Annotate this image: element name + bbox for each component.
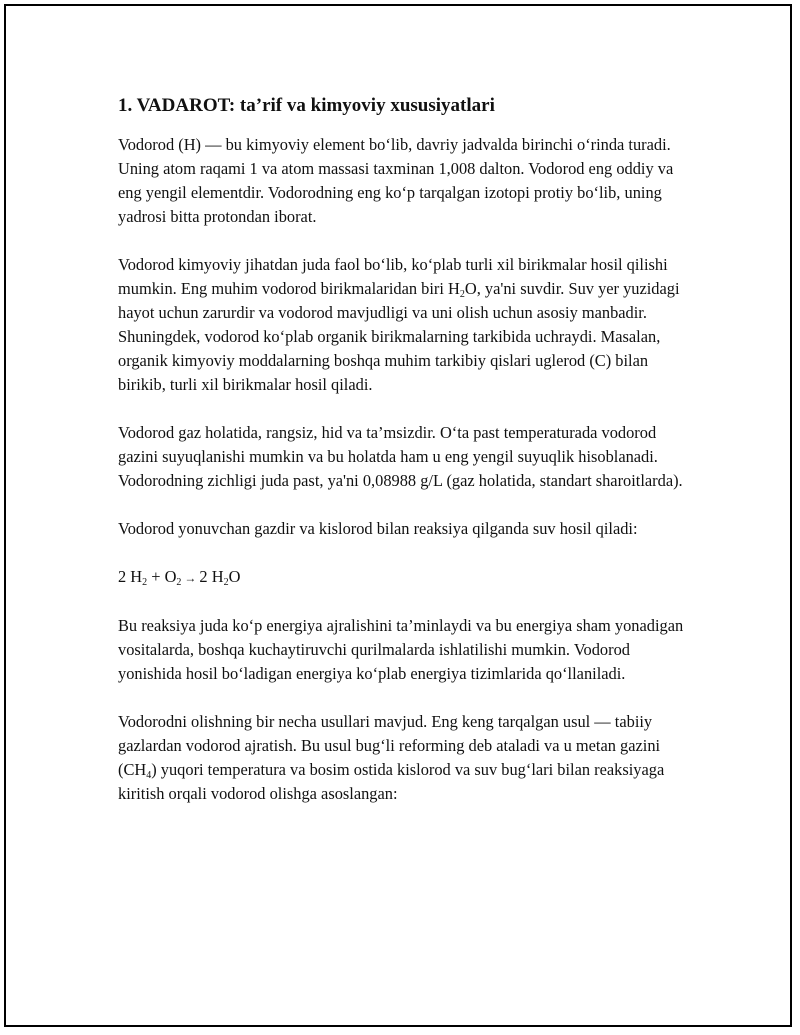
subscript: 2 <box>142 577 148 588</box>
equation-term: 2 H <box>199 567 224 586</box>
section-heading: 1. VADAROT: ta’rif va kimyoviy xususiyatlari <box>118 95 495 116</box>
equation-term: 2 H <box>118 567 143 586</box>
paragraph-compounds <box>118 253 688 397</box>
paragraph-definition: Vodorod (H) — bu kimyoviy element bo‘lib, davriy jadvalda birinchi o‘rinda turadi. Uning atom raqami 1 va atom massasi taxminan 1,008 dalton. Vodorod eng oddiy va eng yengil elementdir. Vodorodning eng ko‘p tarqalgan izotopi protiy bo‘lib, uning yadrosi bitta protondan iborat. <box>118 135 674 226</box>
paragraph-production <box>118 710 688 806</box>
text-run: ) yuqori temperatura va bosim ostida kislorod va suv bug‘lari bilan reaksiyaga kiritish orqali vodorod olishga asoslangan: <box>118 760 665 803</box>
subscript: 2 <box>176 577 182 588</box>
paragraph-physical-properties: Vodorod gaz holatida, rangsiz, hid va ta’msizdir. O‘ta past temperaturada vodorod gazini suyuqlanishi mumkin va bu holatda ham u eng yengil suyuqlik hisoblanadi. Vodorodning zichligi juda past, ya'ni 0,08988 g/L (gaz holatida, standart sharoitlarda). <box>118 423 683 490</box>
subscript: 2 <box>223 577 229 588</box>
text-run: O, ya'ni suvdir. Suv yer yuzidagi hayot uchun zarurdir va vodorod mavjudligi va uni olish uchun asosiy manbadir. Shuningdek, vodorod ko‘plab organik birikmalarning tarkibida uchraydi. Masalan, organik kimyoviy moddalarning boshqa muhim tarkibiy qislari uglerod (C) bilan birikib, turli xil birikmalar hosil qiladi. <box>118 279 680 394</box>
document-body <box>118 94 688 830</box>
equation-term: + O <box>147 567 177 586</box>
paragraph-energy: Bu reaksiya juda ko‘p energiya ajralishini ta’minlaydi va bu energiya sham yonadigan vositalarda, boshqa kuchaytiruvchi qurilmalarda ishlatilishi mumkin. Vodorod yonishida hosil bo‘ladigan energiya ko‘plab energiya tizimlarida qo‘llaniladi. <box>118 616 684 683</box>
subscript: 4 <box>146 770 152 781</box>
subscript: 2 <box>459 289 465 300</box>
text-run: Vodorodni olishning bir necha usullari mavjud. Eng keng tarqalgan usul — tabiiy gazlardan vodorod ajratish. Bu usul bug‘li reforming deb ataladi va u metan gazini (CH <box>118 712 661 779</box>
text-run: Vodorod kimyoviy jihatdan juda faol bo‘lib, ko‘plab turli xil birikmalar hosil qilishi mumkin. Eng muhim vodorod birikmalaridan biri H <box>118 255 668 298</box>
reaction-arrow: → <box>181 571 200 585</box>
paragraph-combustion-intro: Vodorod yonuvchan gazdir va kislorod bilan reaksiya qilganda suv hosil qiladi: <box>118 519 638 538</box>
chemical-equation <box>118 565 688 590</box>
equation-term: O <box>228 567 241 586</box>
